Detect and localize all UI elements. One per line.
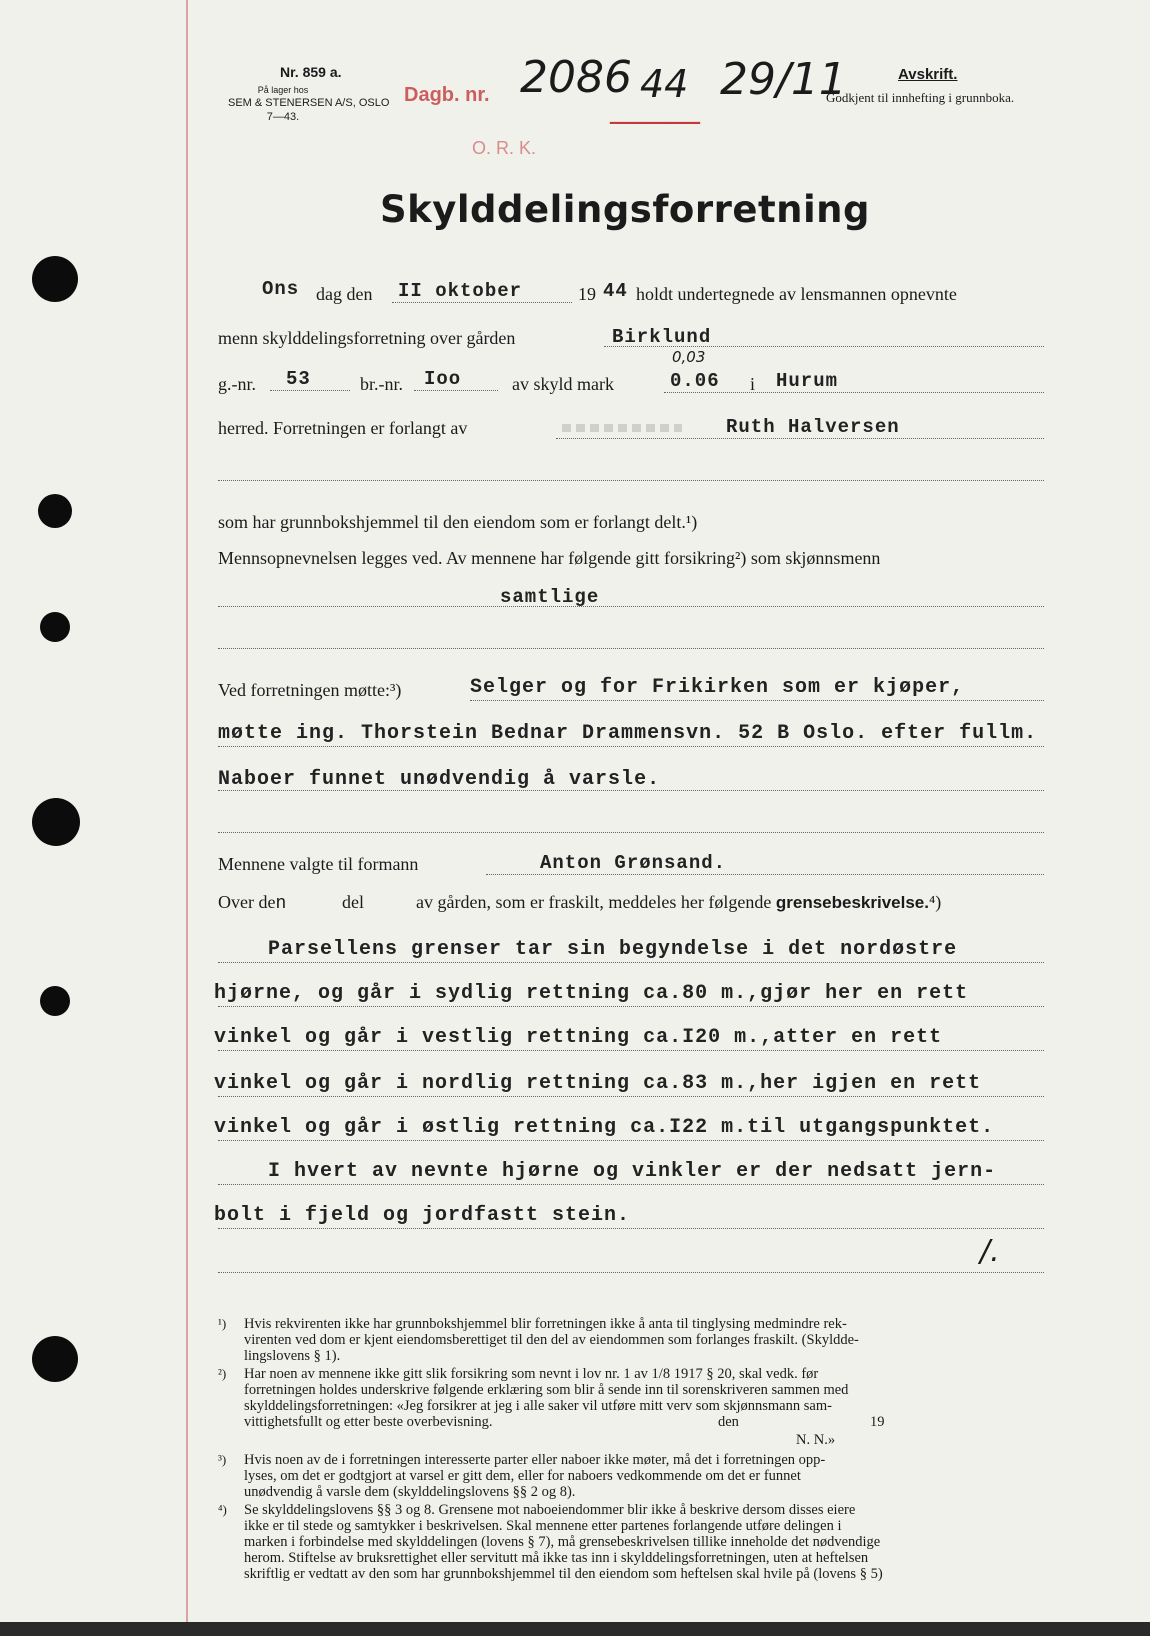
printer-line: På lager hos <box>257 85 309 95</box>
label-grense: grensebeskrivelse. <box>775 893 929 912</box>
boundary-line: I hvert av nevnte hjørne og vinkler er der nedsatt jern- <box>268 1160 997 1183</box>
footnote-2 <box>244 1366 848 1430</box>
footnote-2-signature: N. N.» <box>796 1432 836 1448</box>
label-menn: menn skylddelingsforretning over gården <box>218 328 516 348</box>
boundary-line: vinkel og går i østlig rettning ca.I22 m.til utgangspunktet. <box>214 1116 995 1139</box>
year-value: 44 <box>603 280 628 302</box>
forsikring-line <box>218 606 1044 607</box>
boundary-rule <box>218 1140 1044 1141</box>
boundary-rule <box>218 1096 1044 1097</box>
printer-line: 7—43. <box>266 111 300 123</box>
motte-rule <box>218 790 1044 791</box>
footnote-line: skriftlig er vedtatt av den som har grunnbokshjemmel til den eiendom som heftelsen skal hvile på (lovens § 5) <box>244 1566 883 1582</box>
footnote-4 <box>244 1502 883 1582</box>
label-19: 19 <box>578 284 596 304</box>
footnote-line: unødvendig å varsle dem (skylddelingslovens §§ 2 og 8). <box>244 1484 576 1500</box>
approval-text: Godkjent til innhefting i grunnboka. <box>826 90 1015 105</box>
stamp-sub: O. R. K. <box>472 138 537 158</box>
footnote-line: lingslovens § 1). <box>244 1348 341 1364</box>
brnr-value: Ioo <box>424 368 462 390</box>
municipality-value: Hurum <box>776 370 839 392</box>
footnote-2-19: 19 <box>870 1414 885 1430</box>
footnote-3 <box>244 1452 825 1500</box>
footnote-number: ²) <box>218 1366 227 1381</box>
boundary-rule <box>218 1184 1044 1185</box>
footnote-1 <box>244 1316 859 1364</box>
punch-hole <box>40 986 70 1016</box>
gnr-value: 53 <box>286 368 311 390</box>
footnote-line: skylddelingsforretningen: «Jeg forsikrer at jeg i alle saker vil utføre mitt verv som skjønnsmann sam- <box>244 1398 832 1414</box>
label-herred: herred. Forretningen er forlangt av <box>218 418 468 438</box>
over-n-value: n <box>275 894 287 914</box>
punch-hole <box>38 494 72 528</box>
requester-line <box>556 438 1044 439</box>
boundary-line: hjørne, og går i sydlig rettning ca.80 m.,gjør her en rett <box>214 982 969 1005</box>
margin-line <box>186 0 188 1636</box>
boundary-rule <box>218 1228 1044 1229</box>
date-value: II oktober <box>398 280 523 302</box>
label-holdt: holdt undertegnede av lensmannen opnevnte <box>636 284 957 304</box>
registry-date: 29/11 <box>720 54 847 105</box>
printer-line: SEM & STENERSEN A/S, OSLO <box>228 97 390 109</box>
boundary-line: Parsellens grenser tar sin begyndelse i det nordøstre <box>268 938 958 961</box>
footnote-line: ikke er til stede og samtykker i beskrivelsen. Skal mennene etter partenes forlangende utføre delingen i <box>244 1518 842 1534</box>
footnote-line: Hvis rekvirenten ikke har grunnbokshjemmel blir forretningen ikke å anta til tinglysing medmindre rek- <box>244 1316 847 1332</box>
brnr-line <box>414 390 498 391</box>
footnote-number: ⁴) <box>218 1502 227 1517</box>
farm-value: Birklund <box>612 326 712 348</box>
label-over <box>218 892 286 914</box>
footnote-line: forretningen holdes underskrive følgende erklæring som blir å sende inn til sorenskriveren sammen med <box>244 1382 849 1398</box>
blank-line <box>218 832 1044 833</box>
end-rule <box>218 1272 1044 1273</box>
boundary-rule <box>218 962 1044 963</box>
label-grense-sup: ⁴) <box>928 892 942 912</box>
punch-hole <box>32 256 78 302</box>
label-del: del <box>342 892 364 912</box>
stamp-underline: ——— <box>610 104 700 137</box>
erased-text <box>562 424 682 432</box>
skyld-value: 0.06 <box>670 370 720 392</box>
form-number: Nr. 859 a. <box>280 64 342 80</box>
boundary-line: bolt i fjeld og jordfastt stein. <box>214 1204 631 1227</box>
footnote-number: ³) <box>218 1452 227 1467</box>
label-hjemmel: som har grunnbokshjemmel til den eiendom som er forlangt delt.¹) <box>218 512 698 532</box>
farm-line <box>604 346 1044 347</box>
punch-hole <box>32 798 80 846</box>
registry-year: 44 <box>640 62 689 106</box>
footnote-line: vittighetsfullt og etter beste overbevisning. <box>244 1414 493 1430</box>
label-avgarden <box>416 892 941 913</box>
scan-edge <box>0 1622 1150 1636</box>
footnote-line: Se skylddelingslovens §§ 3 og 8. Grensene mot naboeiendommer blir ikke å beskrive dersom disses eiere <box>244 1502 856 1518</box>
boundary-rule <box>218 1006 1044 1007</box>
label-dag-den: dag den <box>316 284 373 304</box>
motte-rule <box>218 746 1044 747</box>
printer-info <box>228 84 390 124</box>
document-title: Skylddelingsforretning <box>380 188 870 231</box>
label-skyld: av skyld mark <box>512 374 614 394</box>
footnote-line: herom. Stiftelse av bruksrettighet eller servitutt må ikke tas inn i skylddelingsforretningen, uten at heftelsen <box>244 1550 869 1566</box>
date-line <box>392 302 572 303</box>
boundary-line: vinkel og går i nordlig rettning ca.83 m.,her igjen en rett <box>214 1072 982 1095</box>
end-mark: /. <box>980 1234 1000 1269</box>
label-gnr: g.-nr. <box>218 374 256 394</box>
boundary-line: vinkel og går i vestlig rettning ca.I20 m.,atter en rett <box>214 1026 943 1049</box>
label-mennsopp: Mennsopnevnelsen legges ved. Av mennene har følgende gitt forsikring²) som skjønnsmenn <box>218 548 881 568</box>
label-avgarden-text: av gården, som er fraskilt, meddeles her følgende <box>416 892 772 912</box>
motte-line: Naboer funnet unødvendig å varsle. <box>218 768 661 791</box>
formann-line <box>486 874 1044 875</box>
footnote-number: ¹) <box>218 1316 227 1331</box>
skyld-correction: 0,03 <box>672 348 706 366</box>
label-formann: Mennene valgte til formann <box>218 854 419 874</box>
footnote-line: lyses, om det er godtgjort at varsel er gitt dem, eller for naboers vedkommende om det er funnet <box>244 1468 801 1484</box>
copy-label: Avskrift. <box>898 66 958 83</box>
footnote-2-den: den <box>718 1414 739 1430</box>
municipality-line <box>664 392 1044 393</box>
label-brnr: br.-nr. <box>360 374 403 394</box>
label-i: i <box>750 374 756 394</box>
footnote-line: Hvis noen av de i forretningen interesserte parter eller naboer ikke møter, må det i forretningen opp- <box>244 1452 826 1468</box>
motte-line: møtte ing. Thorstein Bednar Drammensvn. 52 B Oslo. efter fullm. <box>218 722 1038 745</box>
footnote-line: virenten ved dom er kjent eiendomsberettiget til den del av eiendommen som forlanges fraskilt. (Skyldde- <box>244 1332 859 1348</box>
footnote-line: marken i forbindelse med skylddelingen (lovens § 7), må grensebeskrivelsen tillike inneholde det nødvendige <box>244 1534 881 1550</box>
motte-rule <box>470 700 1044 701</box>
label-motte: Ved forretningen møtte:³) <box>218 680 402 700</box>
gnr-line <box>270 390 350 391</box>
formann-value: Anton Grønsand. <box>540 852 727 874</box>
requester-value: Ruth Halversen <box>726 416 900 438</box>
stamp-text: Dagb. nr. <box>404 84 490 106</box>
label-over-den: Over de <box>218 892 276 912</box>
motte-line: Selger og for Frikirken som er kjøper, <box>470 676 965 699</box>
punch-hole <box>40 612 70 642</box>
punch-hole <box>32 1336 78 1382</box>
registry-number: 2086 <box>520 52 632 103</box>
footnote-line: Har noen av mennene ikke gitt slik forsikring som nevnt i lov nr. 1 av 1/8 1917 § 20, skal vedk. før <box>244 1366 819 1382</box>
forsikring-value: samtlige <box>500 586 600 608</box>
blank-line <box>218 648 1044 649</box>
weekday-value: Ons <box>262 278 300 300</box>
boundary-rule <box>218 1050 1044 1051</box>
blank-line <box>218 480 1044 481</box>
